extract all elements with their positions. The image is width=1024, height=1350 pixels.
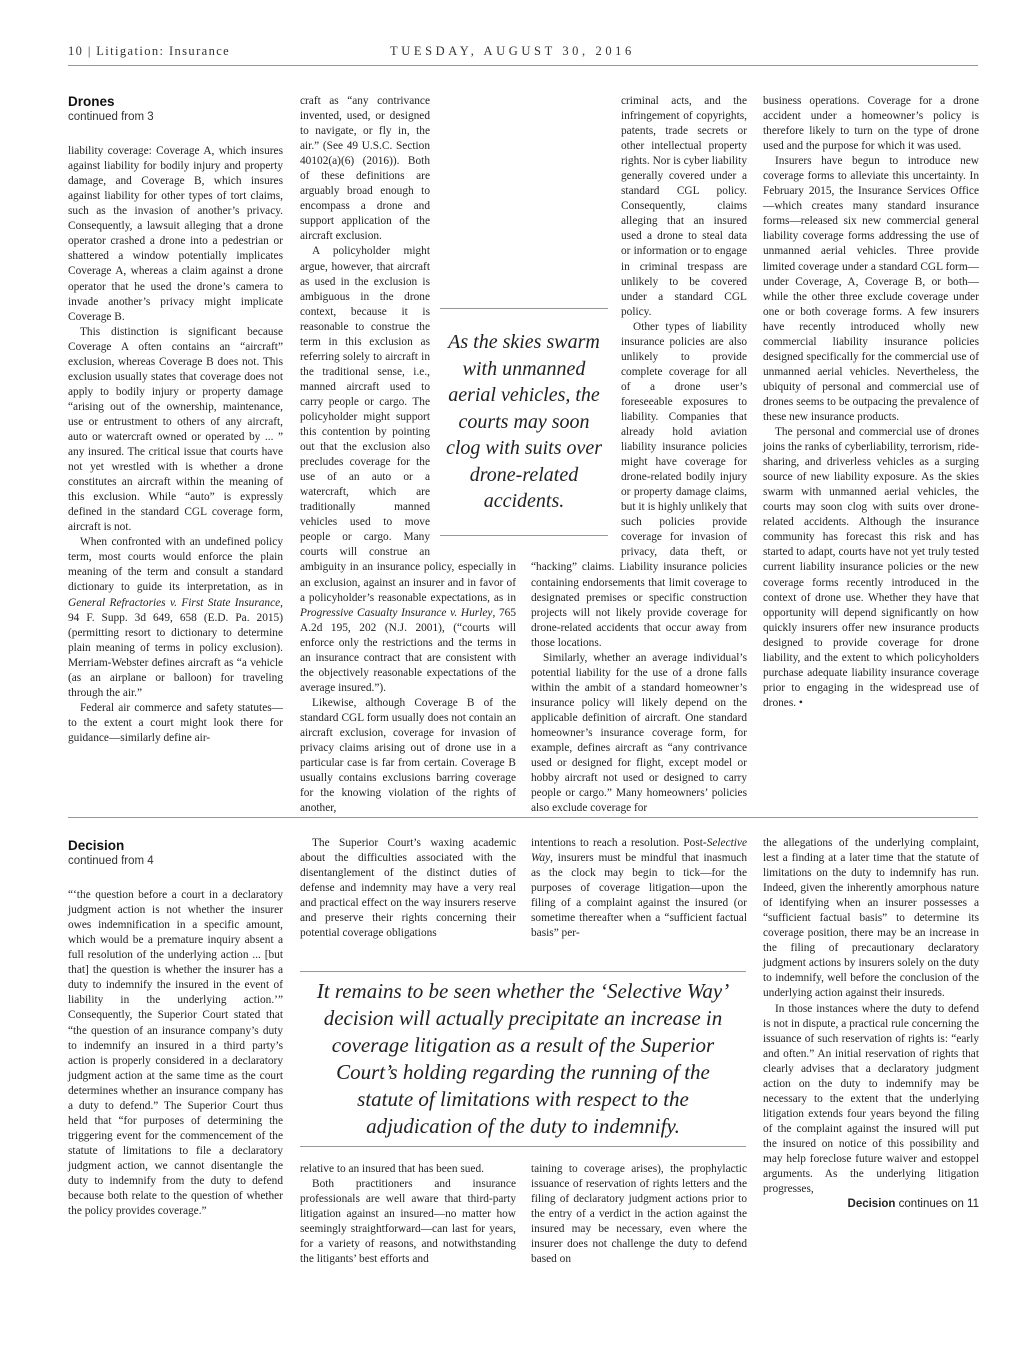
drones-column-4	[763, 94, 979, 711]
paragraph: Similarly, whether an average individual’s potential liability for the use of a drone falls within the ambit of a standard homeowner’s insurance policy will likely depend on the applicable definition of aircraft. One standard homeowner’s insurance coverage form, for example, defines aircraft as “any contrivance used or designed for flight, except model or hobby aircraft not used or designed to carry people or cargo.” Many homeowners’ policies also exclude coverage for	[531, 651, 747, 815]
paragraph: “‘the question before a court in a declaratory judgment action is not whether the insurer owes indemnification in a specific amount, which would be a premature inquiry absent a full resolution of the underlying action ... [but that] the question is whether the insurer has a duty to indemnify the insured in the event of liability in the underlying action.’” Consequently, the Superior Court stated that “the question of an insurance company’s duty to indemnify an insured in a third party’s action is properly considered in a declaratory judgment action at the same time as the court determines whether an insurance company has a duty to defend.” The Superior Court thus held that “for purposes of determining the triggering event for the commencement of the statute of limitations to file a declaratory judgment action, we cannot disentangle the duty to indemnify from the duty to defend because both relate to the question of whether the policy provides coverage.”	[68, 889, 283, 1218]
continues-on-label: Decision continues on 11	[847, 1198, 979, 1211]
paragraph: the allegations of the underlying complaint, lest a finding at a later time that the statute of limitations on the duty to indemnify has run. Indeed, given the inherently amorphous nature of identifying when an insurer possesses a “sufficient factual basis” to determine its coverage position, there may be an increase in the filing of precautionary declaratory judgment actions by insurers solely on the duty to indemnify, well before the conclusion of the underlying action against their insureds.	[763, 837, 979, 1000]
paragraph: business operations. Coverage for a drone accident under a homeowner’s policy is therefore likely to turn on the type of drone used and the purpose for which it was used.	[763, 95, 979, 153]
decision-column-2-top	[300, 836, 516, 941]
decision-pull-quote	[300, 971, 746, 1147]
paragraph: intentions to reach a resolution. Post-Selective Way, insurers must be mindful that inasmuch as the clock may begin to tick—for the purposes of coverage litigation—upon the filing of a complaint against the insured (or sometime thereafter when a “sufficient factual basis” per-	[531, 837, 747, 940]
page-label: 10 | Litigation: Insurance	[68, 44, 231, 58]
decision-column-3-top	[531, 836, 747, 941]
case-citation: Selective Way	[531, 837, 747, 865]
paragraph: craft as “any contrivance invented, used, or designed to navigate, or fly in, the air.” (See 49 U.S.C. Section 40102(a)(6) (2016)). Both of these definitions are arguably broad enough to encompass a drone and support application of the aircraft exclusion.	[300, 95, 430, 243]
paragraph: relative to an insured that has been sued.	[300, 1163, 484, 1175]
decision-column-4	[763, 836, 979, 1212]
decision-column-1	[68, 838, 283, 1219]
pull-quote-text: It remains to be seen whether the ‘Selective Way’ decision will actually precipitate an increase in coverage litigation as a result of the Superior Court’s holding regarding the running of the statute of limitations with respect to the adjudication of the duty to indemnify.	[316, 979, 730, 1138]
drones-column-1	[68, 94, 283, 746]
paragraph: Other types of liability insurance policies are also unlikely to provide complete coverage for all of a drone user’s foreseeable exposures to liability. Companies that already hold aviation liability insurance policies might have coverage for drone-related bodily injury or property damage claims, but it is highly unlikely that such policies provide coverage for invasion of privacy, data theft, or “hacking” claims. Liability insurance policies containing endorsements that limit coverage to designated premises or specific construction projects will not likely provide coverage for drone-related accidents that occur away from those locations.	[531, 320, 747, 649]
case-citation: General Refractories v. First State Insurance	[68, 596, 281, 609]
paragraph: liability coverage: Coverage A, which insures against liability for bodily injury and property damage, and Coverage B, which insures against liability for other types of tort claims, such as the invasion of another’s privacy. Consequently, a lawsuit alleging that a drone operator crashed a drone into a pedestrian or shattered a window potentially implicates Coverage A, whereas a claim against a drone operator that he used the drone’s camera to invade another’s privacy might implicate Coverage B.	[68, 145, 283, 323]
page-header	[68, 44, 978, 64]
paragraph: Insurers have begun to introduce new coverage forms to alleviate this uncertainty. In February 2015, the Insurance Services Office—which creates many standard insurance forms—released six new commercial general liability coverage forms addressing the use of unmanned aerial vehicles. Three provide limited coverage under a standard CGL form—under Coverage, A, Coverage B, or both—while the other three exclude coverage under one or both coverage forms. A few insurers have recently introduced wholly new commercial liability insurance policies designed specifically for the commercial use of unmanned aerial vehicles. Nevertheless, the ubiquity of personal and commercial use of drones seems to be outpacing the prevalence of these new insurance products.	[763, 155, 979, 423]
decision-column-2-bottom	[300, 1162, 516, 1267]
drones-pull-quote	[440, 308, 608, 536]
paragraph: criminal acts, and the infringement of copyrights, patents, trade secrets or other intellectual property rights. Nor is cyber liability generally covered under a standard CGL policy. Consequently, claims alleging that an insured used a drone to steal data or information or to engage in criminal trespass are unlikely to be covered under a standard CGL policy.	[621, 95, 747, 318]
paragraph: Likewise, although Coverage B of the standard CGL form usually does not contain an aircraft exclusion, coverage for invasion of privacy claims arising out of drone use in a particular case is far from certain. Coverage B usually contains exclusions barring coverage for the knowing violation of the rights of another,	[300, 696, 516, 815]
header-rule	[68, 65, 978, 66]
section-divider	[68, 817, 978, 818]
drones-continued-from: continued from 3	[68, 111, 154, 124]
paragraph: Both practitioners and insurance professionals are well aware that third-party litigation against an insured—no matter how seemingly straightforward—can last for years, for a variety of reasons, and notwithstanding the litigants’ best efforts and	[300, 1178, 516, 1266]
paragraph: taining to coverage arises), the prophylactic issuance of reservation of rights letters and the filing of declaratory judgment actions prior to the entry of a verdict in the action against the insured may be necessary, even where the insurer does not challenge the duty to defend based on	[531, 1163, 747, 1266]
paragraph: Federal air commerce and safety statutes—to the extent a court might look there for guidance—similarly define air-	[68, 701, 283, 744]
decision-section-title: Decision	[68, 838, 125, 853]
decision-column-3-bottom	[531, 1162, 747, 1267]
paragraph: When confronted with an undefined policy term, most courts would enforce the plain meaning of the term and consult a standard dictionary to guide its interpretation, as in General Refractories v. First State Insurance, 94 F. Supp. 3d 649, 658 (E.D. Pa. 2015) (permitting resort to dictionary to determine plain meaning of terms in policy exclusion). Merriam-Webster defines aircraft as “a vehicle (as an airplane or balloon) for traveling through the air.”	[68, 536, 283, 699]
decision-continued-from: continued from 4	[68, 855, 154, 868]
paragraph: The personal and commercial use of drones joins the ranks of cyberliability, terrorism, ride-sharing, and driverless vehicles as a surging source of new liability exposure. As the skies swarm with unmanned aerial vehicles, the courts may soon clog with suits over drone-related accidents. Although the insurance community has forecast this risk and has started to adapt, courts have not yet truly tested current liability insurance policies or the new coverage forms recently introduced in the context of drone use. Whether they have that opportunity will depend significantly on how quickly insurers offer new insurance products designed to provide coverage for drone liability, and the extent to which policyholders purchase adequate liability insurance coverage prior to engaging in the widespread use of drones. •	[763, 426, 979, 709]
pull-quote-text: As the skies swarm with unmanned aerial vehicles, the courts may soon clog with suits over drone-related accidents.	[445, 331, 603, 513]
case-citation: Progressive Casualty Insurance v. Hurley	[300, 606, 493, 619]
paragraph: The Superior Court’s waxing academic about the difficulties associated with the disentanglement of the distinct duties of defense and indemnity may have a very real and practical effect on the way insurers reserve and preserve their rights concerning their potential coverage obligations	[300, 837, 516, 940]
paragraph: In those instances where the duty to defend is not in dispute, a practical rule concerning the issuance of such reservation of rights is: “early and often.” An initial reservation of rights that clearly advises that a declaratory judgment action on the duty to indemnify may be necessary to the extent that the underlying litigation extends four years beyond the filing of the complaint against the insured will put the insured on notice of this possibility and may help foreclose future waiver and estoppel arguments. As the underlying litigation progresses,	[763, 1002, 979, 1196]
paragraph: A policyholder might argue, however, that aircraft as used in the exclusion is ambiguous in the drone context, because it is reasonable to construe the term in this exclusion as referring solely to aircraft in the traditional sense, i.e., manned aircraft used to carry people or cargo. The policyholder might support this contention by pointing out that the exclusion also precludes coverage for the use of an auto or a watercraft, which are traditionally manned vehicles used to move people or cargo. Many courts will construe an ambiguity in an insurance policy, especially in an exclusion, against an insurer and in favor of a policyholder’s reasonable expectations, as in Progressive Casualty Insurance v. Hurley, 765 A.2d 195, 202 (N.J. 2001), (“courts will enforce only the restrictions and the terms in an insurance contract that are consistent with the objectively reasonable expectations of the average insured.”).	[300, 245, 517, 694]
paragraph: This distinction is significant because Coverage A often contains an “aircraft” exclusion, whereas Coverage B does not. This exclusion usually states that coverage does not apply to bodily injury or property damage “arising out of the ownership, maintenance, use or entrustment to others of any aircraft, auto or watercraft owned or operated by ... ” any insured. The critical issue that courts have not yet wrestled with is whether a drone constitutes an aircraft within the meaning of this exclusion. While “auto” is expressly defined in the standard CGL coverage form, aircraft is not.	[68, 325, 283, 534]
issue-date: TUESDAY, AUGUST 30, 2016	[390, 44, 635, 58]
drones-section-title: Drones	[68, 94, 115, 109]
